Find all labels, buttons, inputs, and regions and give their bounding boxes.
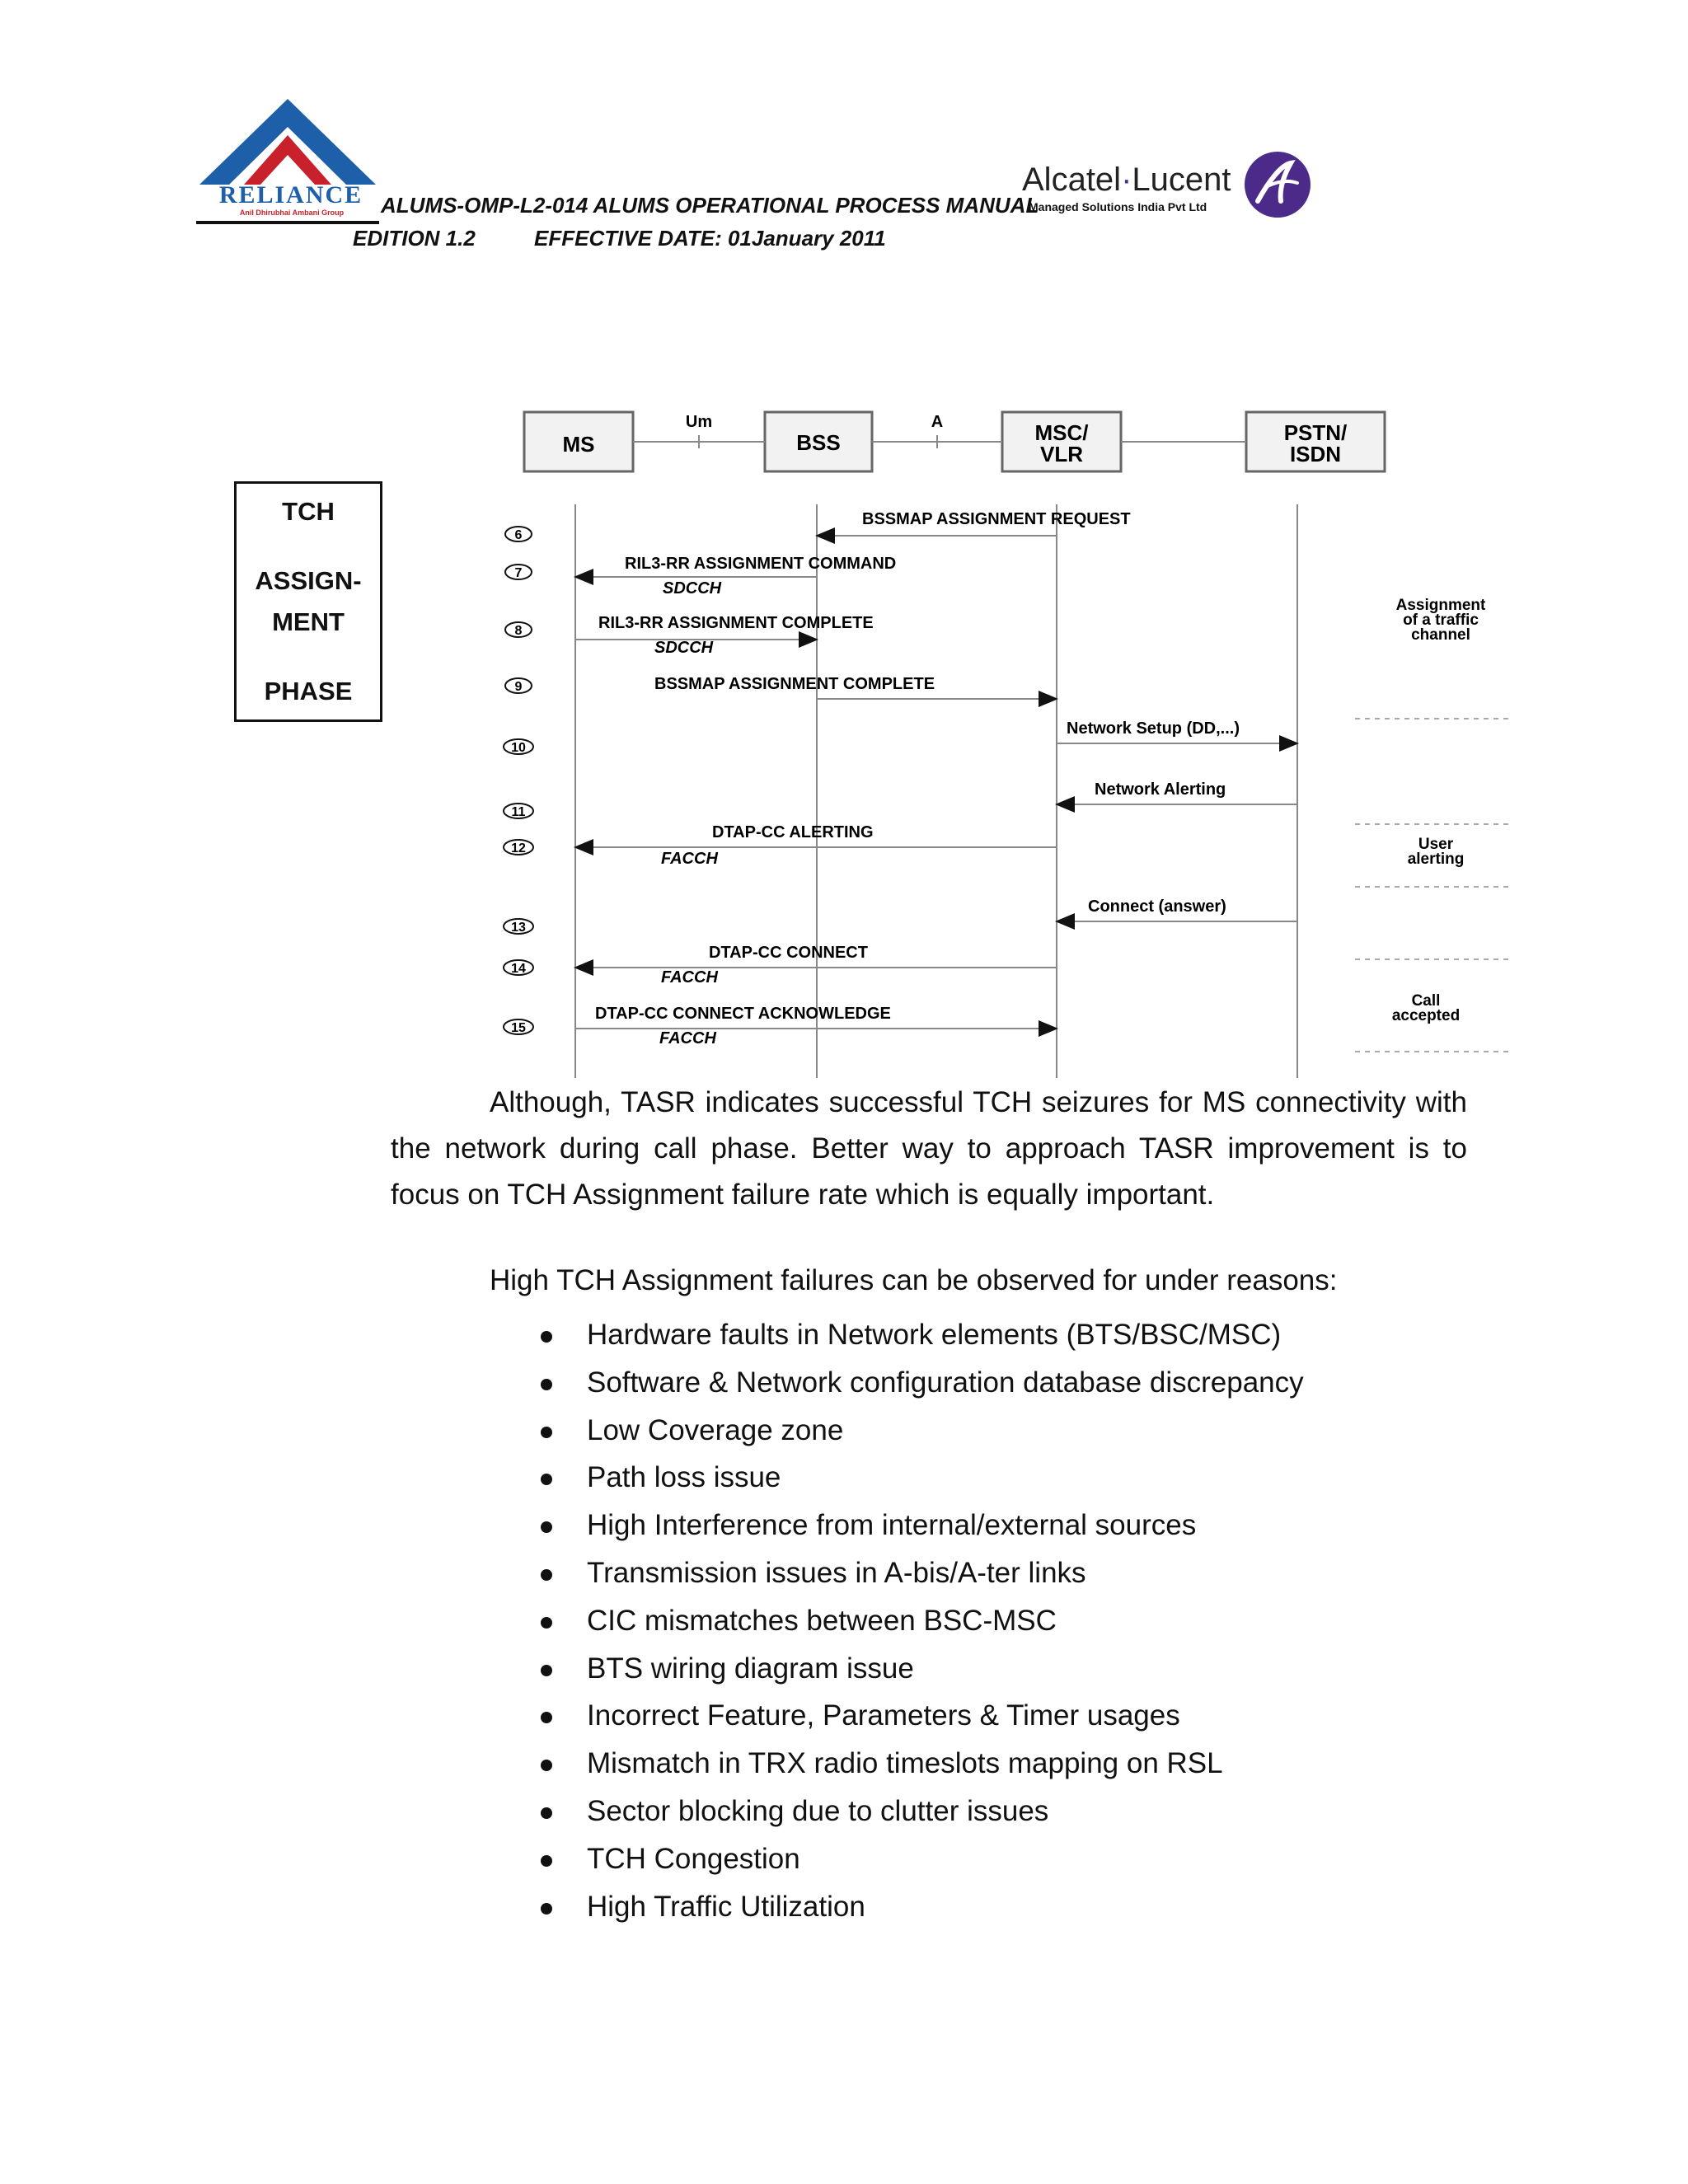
bullet-icon (541, 1427, 552, 1438)
bullet-icon (541, 1903, 552, 1915)
phase-box-line-1: TCH (282, 497, 335, 526)
list-item: Mismatch in TRX radio timeslots mapping on RSL (539, 1741, 1304, 1788)
svg-text:13: 13 (511, 921, 526, 935)
interface-label-a: A (931, 413, 944, 431)
reasons-intro: High TCH Assignment failures can be observed for under reasons: (490, 1264, 1338, 1296)
step-marker-15 (504, 1019, 533, 1035)
alcatel-word: Alcatel (1022, 162, 1122, 198)
svg-text:12: 12 (511, 841, 526, 855)
svg-text:10: 10 (511, 741, 526, 755)
message-network-setup: Network Setup (DD,...) (1067, 719, 1240, 738)
step-marker-14 (504, 960, 533, 976)
bullet-icon (541, 1807, 552, 1819)
list-item: BTS wiring diagram issue (539, 1646, 1304, 1694)
step-marker-10 (504, 739, 533, 755)
body-paragraph (391, 1080, 1467, 1218)
reliance-logo-word: RELIANCE (218, 181, 363, 209)
svg-text:7: 7 (514, 566, 523, 580)
bullet-icon (541, 1379, 552, 1390)
side-label-assignment-3: channel (1411, 626, 1470, 644)
phase-box-line-2: ASSIGN- (255, 566, 362, 595)
alcatel-lucent-wordmark (1022, 162, 1231, 199)
reliance-logo-tagline: Anil Dhirubhai Ambani Group (239, 209, 345, 217)
entity-box-bss (765, 412, 872, 471)
edition-label: EDITION 1.2 (353, 226, 476, 251)
channel-label-sdcch-2: SDCCH (654, 639, 714, 657)
svg-text:15: 15 (511, 1021, 526, 1035)
channel-label-facch-3: FACCH (659, 1029, 716, 1047)
message-dtap-cc-connect-acknowledge: DTAP-CC CONNECT ACKNOWLEDGE (595, 1005, 891, 1023)
list-item: Path loss issue (539, 1455, 1304, 1502)
alcatel-lucent-logo-icon (1243, 150, 1312, 219)
svg-text:14: 14 (511, 962, 526, 976)
message-rr-assignment-command: RIL3-RR ASSIGNMENT COMMAND (625, 555, 897, 573)
entity-box-msc-vlr (1002, 412, 1121, 471)
document-title: ALUMS-OMP-L2-014 ALUMS OPERATIONAL PROCESS MANUAL (381, 193, 1039, 218)
alcatel-lucent-dot: · (1121, 162, 1132, 198)
bullet-icon (541, 1617, 552, 1629)
step-marker-7 (505, 565, 532, 580)
entity-box-ms (524, 412, 633, 471)
phase-box-line-3: MENT (272, 607, 345, 636)
entity-label-isdn: ISDN (1289, 442, 1342, 466)
channel-label-facch-1: FACCH (661, 850, 718, 868)
side-label-user-alerting-2: alerting (1407, 851, 1465, 868)
message-dtap-cc-alerting: DTAP-CC ALERTING (712, 823, 874, 841)
bullet-icon (541, 1855, 552, 1867)
step-marker-13 (504, 919, 533, 935)
interface-label-um: Um (685, 413, 713, 431)
list-item: High Interference from internal/external sources (539, 1502, 1304, 1550)
list-item: Hardware faults in Network elements (BTS/BSC/MSC) (539, 1312, 1304, 1360)
entity-label-ms: MS (562, 432, 595, 457)
step-marker-12 (504, 840, 533, 855)
svg-text:9: 9 (514, 680, 523, 694)
bullet-icon (541, 1474, 552, 1485)
list-item: Software & Network configuration database discrepancy (539, 1360, 1304, 1408)
alcatel-lucent-subtitle: Managed Solutions India Pvt Ltd (1029, 200, 1207, 213)
entity-label-pstn: PSTN/ (1283, 420, 1348, 445)
tch-assignment-sequence-diagram (478, 402, 1533, 1078)
message-connect-answer: Connect (answer) (1088, 898, 1226, 916)
step-marker-8 (505, 622, 532, 638)
message-bssmap-assignment-request: BSSMAP ASSIGNMENT REQUEST (862, 510, 1131, 528)
side-label-assignment-2: of a traffic (1403, 612, 1479, 629)
channel-label-sdcch-1: SDCCH (663, 579, 722, 598)
phase-box-line-4: PHASE (264, 677, 353, 705)
channel-label-facch-2: FACCH (661, 968, 718, 987)
reasons-list (539, 1312, 1304, 1931)
svg-text:8: 8 (514, 624, 523, 638)
header-rule (196, 221, 379, 224)
list-item: Transmission issues in A-bis/A-ter links (539, 1550, 1304, 1598)
body-paragraph-text: Although, TASR indicates successful TCH seizures for MS connectivity with the network during call phase. Better way to approach TASR improvement is to focus on TCH Assignment failure rate which is equally important. (391, 1086, 1467, 1211)
side-label-call-accepted-1: Call (1411, 992, 1441, 1010)
step-marker-9 (505, 678, 532, 694)
list-item: Low Coverage zone (539, 1408, 1304, 1455)
tch-assignment-phase-box (234, 481, 382, 722)
list-item: TCH Congestion (539, 1836, 1304, 1884)
list-item: CIC mismatches between BSC-MSC (539, 1598, 1304, 1646)
svg-text:11: 11 (511, 805, 526, 819)
effective-date: EFFECTIVE DATE: 01January 2011 (534, 226, 886, 251)
side-label-call-accepted-2: accepted (1391, 1007, 1461, 1024)
side-label-user-alerting-1: User (1418, 836, 1454, 853)
list-item: High Traffic Utilization (539, 1884, 1304, 1932)
svg-text:6: 6 (514, 528, 523, 542)
bullet-icon (541, 1331, 552, 1343)
bullet-icon (541, 1521, 552, 1533)
message-dtap-cc-connect: DTAP-CC CONNECT (709, 944, 868, 962)
bullet-icon (541, 1712, 552, 1723)
message-network-alerting: Network Alerting (1095, 780, 1226, 799)
side-label-assignment-1: Assignment (1395, 597, 1486, 614)
bullet-icon (541, 1760, 552, 1771)
entity-label-msc: MSC/ (1034, 420, 1089, 445)
step-marker-6 (505, 527, 532, 542)
message-rr-assignment-complete: RIL3-RR ASSIGNMENT COMPLETE (598, 614, 874, 632)
entity-label-vlr: VLR (1040, 442, 1083, 466)
message-bssmap-assignment-complete: BSSMAP ASSIGNMENT COMPLETE (654, 675, 935, 693)
bullet-icon (541, 1665, 552, 1676)
entity-box-pstn-isdn (1246, 412, 1385, 471)
bullet-icon (541, 1569, 552, 1581)
lucent-word: Lucent (1132, 162, 1231, 198)
list-item: Sector blocking due to clutter issues (539, 1788, 1304, 1836)
step-marker-11 (504, 804, 533, 819)
list-item: Incorrect Feature, Parameters & Timer usages (539, 1693, 1304, 1741)
entity-label-bss: BSS (796, 430, 841, 455)
